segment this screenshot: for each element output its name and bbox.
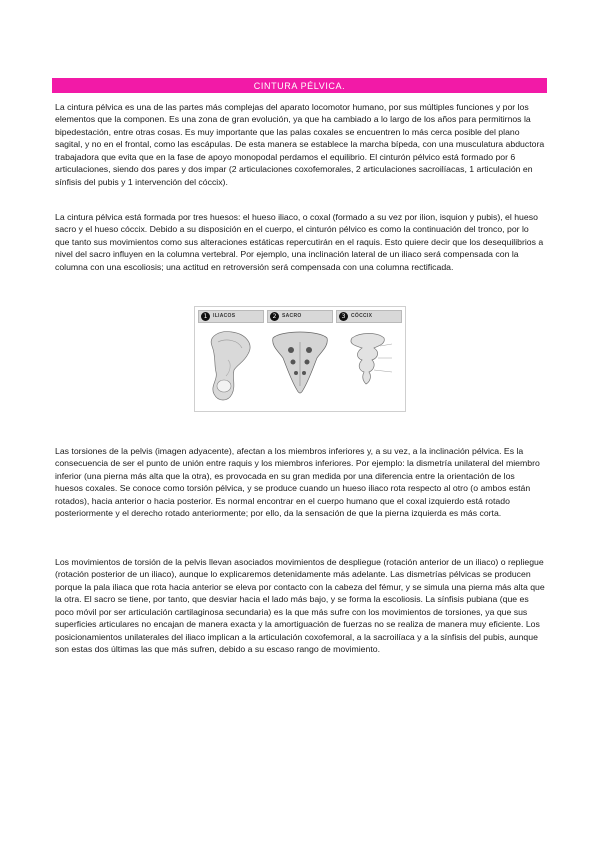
figure-panel-coccix	[336, 310, 402, 407]
panel-label: CÓCCIX	[351, 313, 373, 319]
iliac-bone-illustration	[198, 324, 264, 406]
panel-number: 3	[339, 312, 348, 321]
panel-label: SACRO	[282, 313, 302, 319]
panel-number: 1	[201, 312, 210, 321]
paragraph-movements: Los movimientos de torsión de la pelvis llevan asociados movimientos de despliegue (rotación anterior de un iliaco) o repliegue (rotación posterior de un iliaco), aunque lo explicaremos detenidamente más adelante. Las dismetrías pélvicas se producen porque la pala iliaca que rota hacia anterior se eleva por contacto con la cabeza del fémur, y se simula una pierna más alta que la otra. El sacro se tiene, por tanto, que desviar hacia el lado más bajo, y se forma la escoliosis. La sínfisis pubiana (que es poco móvil por ser articulación cartilaginosa secundaria) es la que más sufre con los movimientos de torsiones, ya que sus superficies articulares no encajan de manera exacta y la amortiguación de fuerzas no se realiza de manera muy eficiente. Los posicionamientos unilaterales del iliaco implican a la articulación coxofemoral, a la sacroilíaca y a la sínfisis del pubis, aunque son estas dos últimas las que más sufren, debido a su escaso rango de movimiento.	[55, 557, 545, 655]
section-title-bar	[52, 78, 547, 93]
paragraph-intro: La cintura pélvica es una de las partes más complejas del aparato locomotor humano, por sus múltiples funciones y por los elementos que la componen. Es una zona de gran evolución, ya que ha cambiado a lo largo de los años para permitirnos la bipedestación, entre otras cosas. Es muy importante que las palas coxales se encuentren lo más cerca posible del plano sagital, y no en el frontal, como las escápulas. De esta manera se establece la marcha bípeda, con una musculatura abductora trabajadora que evita que en la fase de apoyo monopodal perdamos el equilibrio. El cinturón pélvico está formado por 6 articulaciones, siendo dos pares y dos impar (2 articulaciones coxofemorales, 2 articulaciones sacroilíacas, 1 articulación en sínfisis del pubis y 1 intervención del cóccix).	[55, 102, 545, 187]
panel-header	[198, 310, 264, 323]
paragraph-bones: La cintura pélvica está formada por tres huesos: el hueso iliaco, o coxal (formado a su vez por ilion, isquion y pubis), el hueso sacro y el hueso cóccix. Debido a su disposición en el cuerpo, el cinturón pélvico es como la continuación del tronco, por lo que tanto sus movimientos como sus alteraciones estáticas repercutirán en el raquis. Esto quiere decir que los desequilibrios a nivel del sacro influyen en la columna vertebral. Por ejemplo, una inclinación lateral de un iliaco será compensada con la columna con una escoliosis; una actitud en retroversión será compensada con una columna rectificada.	[55, 212, 544, 272]
paragraph-torsions: Las torsiones de la pelvis (imagen adyacente), afectan a los miembros inferiores y, a su vez, a la inclinación pélvica. Es la consecuencia de ser el punto de unión entre raquis y los miembros inferiores. Por ejemplo: la dismetría unilateral del miembro inferior (una pierna más alta que la otra), es provocada en su gran medida por una diferencia entre la orientación de los huesos coxales. Se conoce como torsión pélvica, y se produce cuando un hueso iliaco rota respecto al otro (o ambos están rotados), hacia anterior o hacia posterior. Es normal encontrar en el cuerpo humano que el coxal izquierdo está rotado posteriormente y el derecho rotado anteriormente; por ello, da la sensación de que la pierna izquierda es más corta.	[55, 446, 540, 519]
panel-header	[267, 310, 333, 323]
pelvic-bones-figure	[194, 306, 406, 412]
panel-header	[336, 310, 402, 323]
panel-label: ILIACOS	[213, 313, 236, 319]
figure-panel-sacro	[267, 310, 333, 407]
coccyx-bone-illustration	[336, 324, 402, 406]
figure-panel-iliacos	[198, 310, 264, 407]
panel-number: 2	[270, 312, 279, 321]
page-title: CINTURA PÉLVICA.	[253, 80, 346, 91]
sacrum-bone-illustration	[267, 324, 333, 406]
